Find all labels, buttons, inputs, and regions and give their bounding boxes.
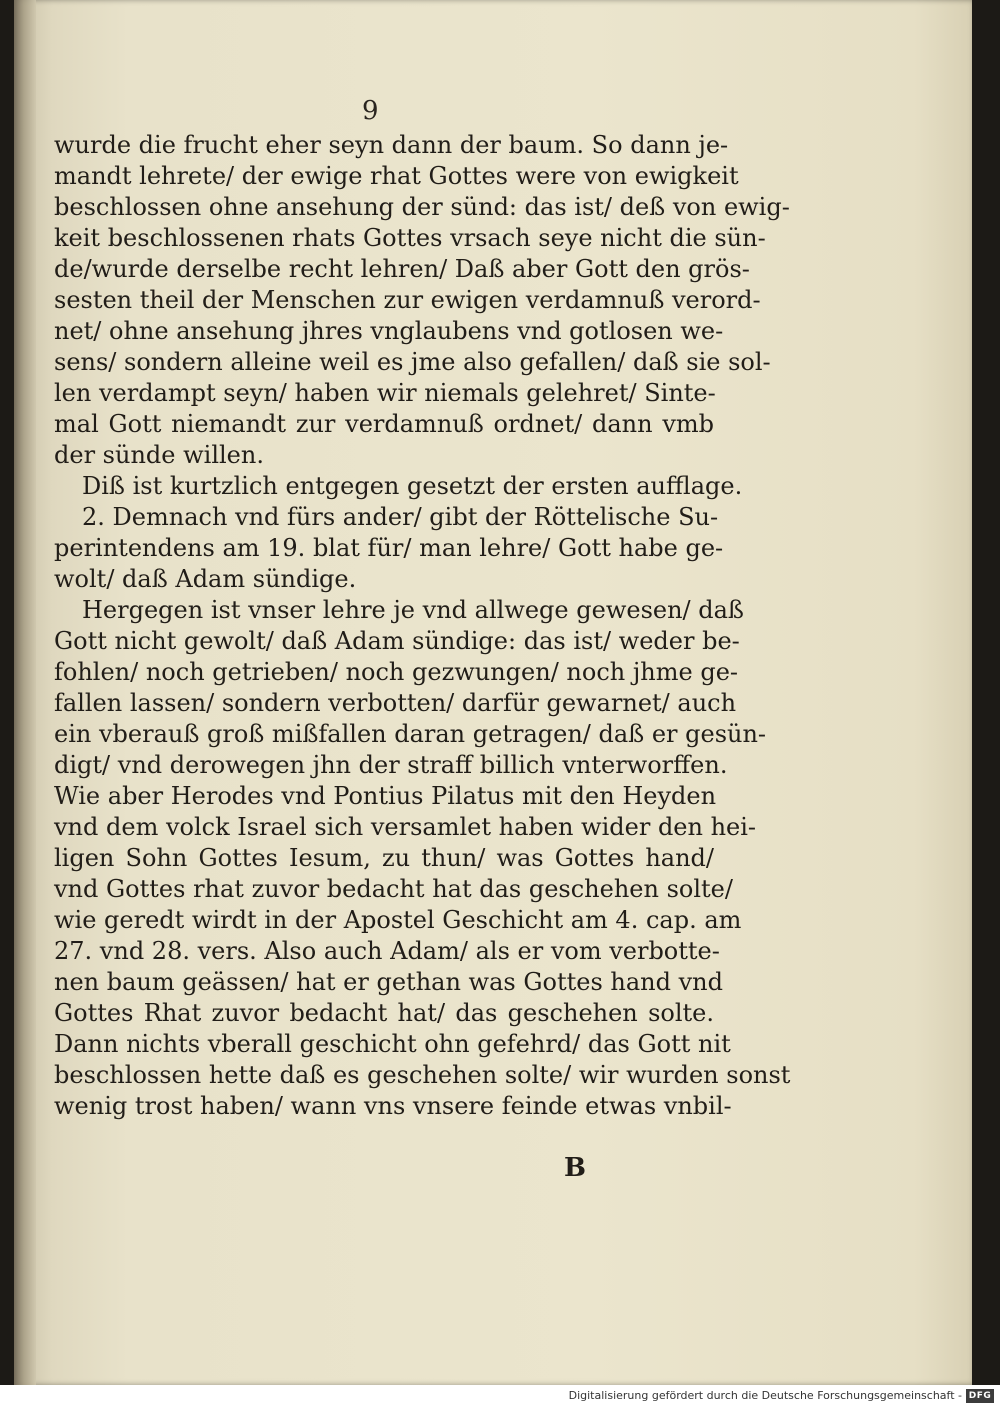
digitization-credit: Digitalisierung gefördert durch die Deutsche Forschungsgemeinschaft - bbox=[568, 1389, 962, 1402]
text-line-10: mal Gott niemandt zur verdamnuß ordnet/ dann vmb bbox=[54, 410, 714, 438]
dfg-logo: DFG bbox=[966, 1389, 994, 1403]
text-line-11: der sünde willen. bbox=[54, 441, 264, 469]
text-line-3: beschlossen ohne ansehung der sünd: das ist/ deß von ewig- bbox=[54, 193, 790, 221]
text-line-23: vnd dem volck Israel sich versamlet haben wider den hei- bbox=[54, 813, 757, 841]
text-line-12: Diß ist kurtzlich entgegen gesetzt der ersten aufflage. bbox=[82, 472, 743, 500]
text-line-24: ligen Sohn Gottes Iesum, zu thun/ was Gottes hand/ bbox=[54, 844, 714, 872]
text-line-9: len verdampt seyn/ haben wir niemals gelehret/ Sinte- bbox=[54, 379, 716, 407]
text-line-7: net/ ohne ansehung jhres vnglaubens vnd gotlosen we- bbox=[54, 317, 724, 345]
text-line-25: vnd Gottes rhat zuvor bedacht hat das geschehen solte/ bbox=[54, 875, 733, 903]
text-line-30: Dann nichts vberall geschicht ohn gefehrd/ das Gott nit bbox=[54, 1030, 731, 1058]
text-line-5: de/wurde derselbe recht lehren/ Daß aber Gott den grös- bbox=[54, 255, 750, 283]
text-line-6: sesten theil der Menschen zur ewigen verdamnuß verord- bbox=[54, 286, 761, 314]
text-line-22: Wie aber Herodes vnd Pontius Pilatus mit den Heyden bbox=[54, 782, 717, 810]
text-line-1: wurde die frucht eher seyn dann der baum. So dann je- bbox=[54, 131, 729, 159]
text-line-2: mandt lehrete/ der ewige rhat Gottes were von ewigkeit bbox=[54, 162, 739, 190]
text-line-19: fallen lassen/ sondern verbotten/ darfür gewarnet/ auch bbox=[54, 689, 737, 717]
text-line-27: 27. vnd 28. vers. Also auch Adam/ als er vom verbotte- bbox=[54, 937, 720, 965]
text-line-4: keit beschlossenen rhats Gottes vrsach seye nicht die sün- bbox=[54, 224, 766, 252]
text-line-15: wolt/ daß Adam sündige. bbox=[54, 565, 357, 593]
text-line-31: beschlossen hette daß es geschehen solte/ wir wurden sonst bbox=[54, 1061, 791, 1089]
text-line-8: sens/ sondern alleine weil es jme also gefallen/ daß sie sol- bbox=[54, 348, 771, 376]
text-line-21: digt/ vnd derowegen jhn der straff billich vnterworffen. bbox=[54, 751, 728, 779]
text-line-32: wenig trost haben/ wann vns vnsere feinde etwas vnbil- bbox=[54, 1092, 732, 1120]
text-line-16: Hergegen ist vnser lehre je vnd allwege gewesen/ daß bbox=[82, 596, 744, 624]
page-text-block bbox=[54, 130, 791, 1122]
page-number: 9 bbox=[362, 96, 379, 126]
page-gutter bbox=[14, 0, 36, 1385]
text-line-28: nen baum geässen/ hat er gethan was Gottes hand vnd bbox=[54, 968, 723, 996]
text-line-13: 2. Demnach vnd fürs ander/ gibt der Röttelische Su- bbox=[82, 503, 719, 531]
text-line-20: ein vberauß groß mißfallen daran getragen/ daß er gesün- bbox=[54, 720, 767, 748]
text-line-26: wie geredt wirdt in der Apostel Geschicht am 4. cap. am bbox=[54, 906, 742, 934]
catchword-signature: B bbox=[564, 1153, 586, 1183]
text-line-17: Gott nicht gewolt/ daß Adam sündige: das ist/ weder be- bbox=[54, 627, 740, 655]
text-line-14: perintendens am 19. blat für/ man lehre/ Gott habe ge- bbox=[54, 534, 724, 562]
text-line-29: Gottes Rhat zuvor bedacht hat/ das geschehen solte. bbox=[54, 999, 714, 1027]
text-line-18: fohlen/ noch getrieben/ noch gezwungen/ noch jhme ge- bbox=[54, 658, 739, 686]
